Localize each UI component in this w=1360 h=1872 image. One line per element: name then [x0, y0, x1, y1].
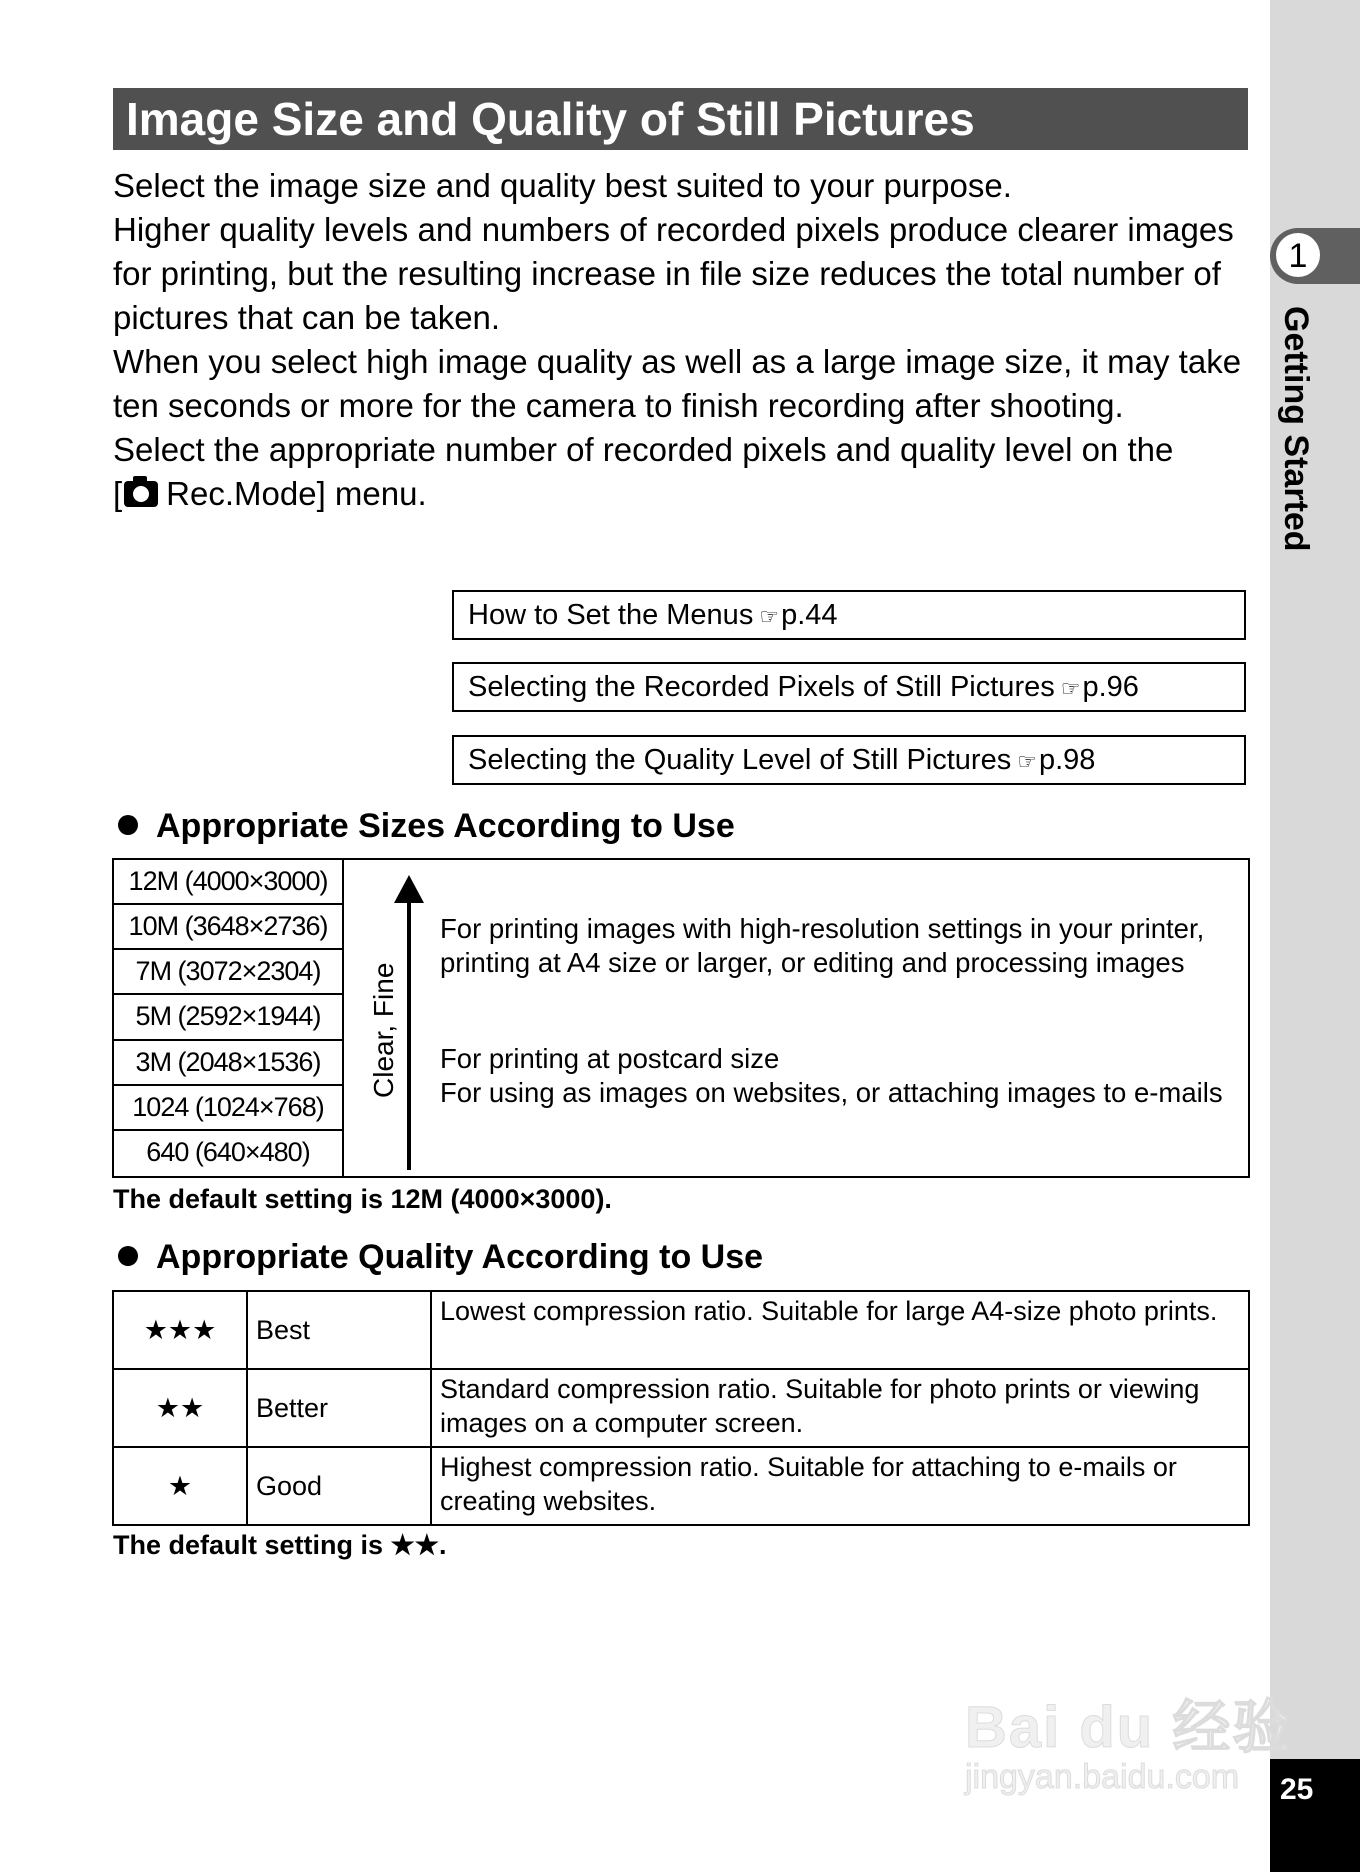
paragraph	[113, 472, 1263, 516]
bracket: [	[113, 475, 123, 512]
size-cell: 7M (3072×2304)	[114, 950, 342, 995]
heading-text: Appropriate Quality According to Use	[156, 1238, 764, 1276]
quality-table	[112, 1290, 1250, 1526]
quality-stars: ★★	[113, 1369, 247, 1447]
watermark	[965, 1680, 1292, 1797]
watermark-logo: Bai du 经验	[965, 1695, 1293, 1760]
quality-description: Highest compression ratio. Suitable for attaching to e-mails or creating websites.	[431, 1447, 1249, 1525]
paragraph: When you select high image quality as well as a large image size, it may take ten seconds or more for the camera to finish recording after shooting.	[113, 343, 1242, 424]
size-cell: 12M (4000×3000)	[114, 860, 342, 905]
camera-icon	[124, 481, 158, 507]
reference-text: Selecting the Recorded Pixels of Still Pictures	[468, 671, 1055, 703]
quality-default-note: The default setting is ★★.	[113, 1530, 447, 1560]
size-cell: 5M (2592×1944)	[114, 995, 342, 1040]
paragraph: Select the appropriate number of recorded pixels and quality level on the	[113, 431, 1174, 468]
reference-page: p.98	[1038, 744, 1096, 776]
quality-name: Better	[247, 1369, 431, 1447]
arrow-shaft	[407, 902, 411, 1170]
quality-stars: ★★★	[113, 1291, 247, 1369]
table-row	[113, 1369, 1249, 1447]
table-row	[113, 1291, 1249, 1369]
quality-heading	[118, 1237, 763, 1277]
arrow-up-icon	[394, 875, 424, 903]
bullet-icon	[118, 815, 138, 835]
reference-text: How to Set the Menus	[468, 599, 754, 631]
sizes-table	[112, 858, 1250, 1178]
pointing-hand-icon: ☞	[1060, 676, 1081, 701]
size-cell: 3M (2048×1536)	[114, 1041, 342, 1086]
size-cell: 640 (640×480)	[146, 1136, 310, 1167]
page-number: 25	[1280, 1773, 1314, 1806]
quality-description: Standard compression ratio. Suitable for photo prints or viewing images on a computer screen.	[431, 1369, 1249, 1447]
use-description: For printing images with high-resolution settings in your printer,	[440, 913, 1205, 944]
pointing-hand-icon: ☞	[759, 604, 780, 629]
reference-text: Selecting the Quality Level of Still Pictures	[468, 744, 1012, 776]
use-description: printing at A4 size or larger, or editing and processing images	[440, 947, 1185, 978]
quality-name: Best	[247, 1291, 431, 1369]
quality-stars: ★	[113, 1447, 247, 1525]
chapter-title: Getting Started	[1277, 306, 1315, 552]
reference-link[interactable]	[452, 735, 1246, 785]
reference-page: p.96	[1082, 671, 1139, 703]
size-cell: 10M (3648×2736)	[114, 905, 342, 950]
intro-text	[113, 164, 1263, 516]
sizes-default-note: The default setting is 12M (4000×3000).	[113, 1184, 612, 1214]
use-description: For printing at postcard size	[440, 1043, 780, 1074]
page-title: Image Size and Quality of Still Pictures	[126, 93, 975, 145]
reference-link[interactable]	[452, 662, 1246, 712]
watermark-url: jingyan.baidu.com	[965, 1758, 1240, 1796]
quality-description: Lowest compression ratio. Suitable for large A4-size photo prints.	[431, 1291, 1249, 1369]
paragraph: Select the image size and quality best suited to your purpose.	[113, 167, 1012, 204]
size-column	[114, 860, 344, 1176]
use-description: For using as images on websites, or attaching images to e-mails	[440, 1077, 1223, 1108]
bullet-icon	[118, 1246, 138, 1266]
quality-axis-label: Clear, Fine	[368, 962, 399, 1098]
reference-link[interactable]	[452, 590, 1246, 640]
reference-page: p.44	[781, 599, 838, 631]
quality-name: Good	[247, 1447, 431, 1525]
pointing-hand-icon: ☞	[1017, 749, 1037, 774]
paragraph: Higher quality levels and numbers of recorded pixels produce clearer images for printing, but the resulting increase in file size reduces the total number of pictures that can be taken.	[113, 211, 1234, 336]
chapter-number: 1	[1276, 233, 1320, 277]
menu-name: Rec.Mode] menu.	[166, 475, 427, 512]
sizes-heading	[118, 806, 735, 846]
heading-text: Appropriate Sizes According to Use	[156, 807, 735, 845]
table-row	[113, 1447, 1249, 1525]
size-cell: 1024 (1024×768)	[114, 1086, 342, 1131]
